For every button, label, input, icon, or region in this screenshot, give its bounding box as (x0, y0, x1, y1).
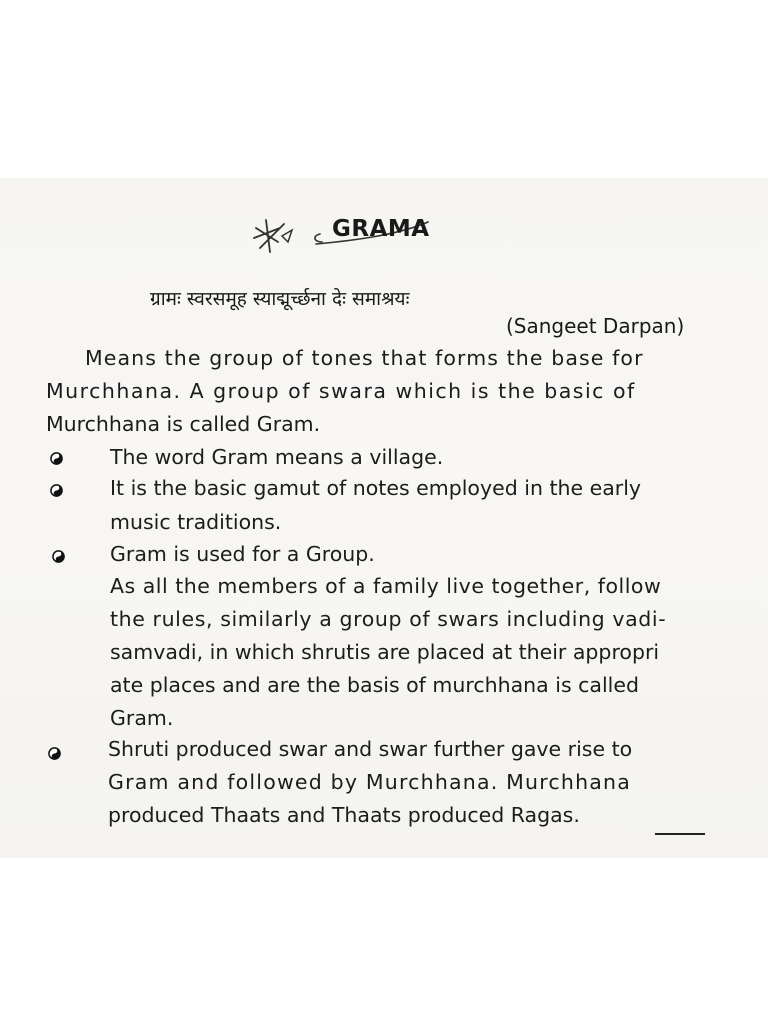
page-title: GRAMA (332, 216, 430, 242)
bullet-line: produced Thaats and Thaats produced Ragas. (108, 803, 580, 827)
bullet-line: Gram is used for a Group. (110, 542, 375, 566)
sanskrit-verse: ग्रामः स्वरसमूह स्याद्मूर्च्छना देः समाश्रयः (150, 288, 410, 310)
yin-yang-icon (48, 747, 61, 760)
yin-yang-icon (50, 452, 63, 465)
bullet-line: Gram. (110, 706, 174, 730)
verse-source: (Sangeet Darpan) (506, 314, 685, 338)
bullet-line: the rules, similarly a group of swars including vadi- (110, 607, 667, 631)
heading-block (250, 208, 470, 260)
end-rule (655, 833, 705, 835)
bullet-line: samvadi, in which shrutis are placed at their appropri (110, 640, 660, 664)
bullet-line: As all the members of a family live together, follow (110, 574, 662, 598)
bullet-line: The word Gram means a village. (110, 445, 444, 469)
bullet-line: It is the basic gamut of notes employed in the early (110, 476, 642, 500)
intro-line: Murchhana. A group of swara which is the basic of (46, 379, 636, 403)
yin-yang-icon (52, 550, 65, 563)
bullet-line: Shruti produced swar and swar further gave rise to (108, 737, 633, 761)
bullet-line: Gram and followed by Murchhana. Murchhana (108, 770, 632, 794)
intro-line: Murchhana is called Gram. (46, 412, 321, 436)
bullet-line: music traditions. (110, 510, 282, 534)
yin-yang-icon (50, 484, 63, 497)
intro-line: Means the group of tones that forms the base for (85, 346, 644, 370)
bullet-line: ate places and are the basis of murchhana is called (110, 673, 639, 697)
